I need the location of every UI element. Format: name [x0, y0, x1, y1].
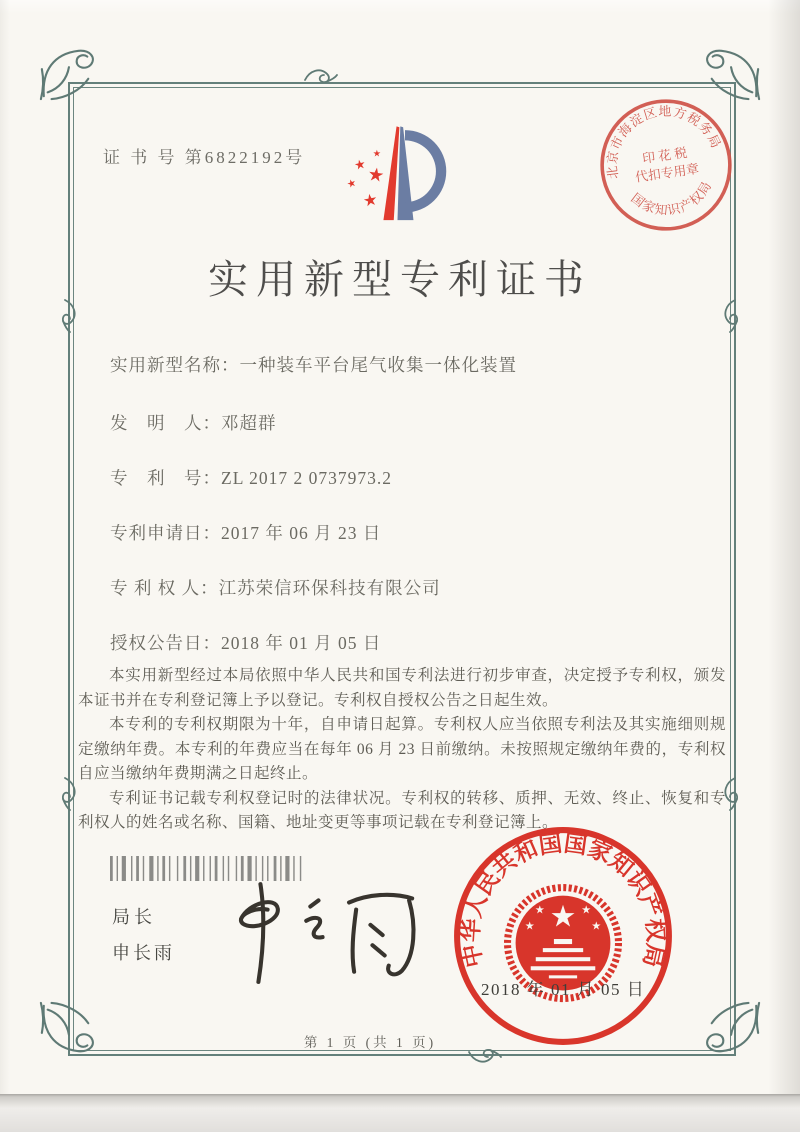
field-value: 一种装车平台尾气收集一体化装置 — [239, 355, 517, 375]
border-swirl-icon — [59, 777, 79, 811]
cnipa-logo-icon — [330, 112, 480, 240]
legal-paragraph: 专利证书记载专利权登记时的法律状况。专利权的转移、质押、无效、终止、恢复和专利权人的姓名或名称、国籍、地址变更等事项记载在专利登记簿上。 — [78, 789, 726, 831]
director-name: 申长雨 — [112, 943, 175, 963]
field-value: ZL 2017 2 0737973.2 — [221, 468, 392, 488]
field-inventor — [110, 410, 277, 435]
field-patentee — [110, 575, 441, 600]
field-label: 专 利 号： — [110, 468, 221, 488]
field-value: 邓超群 — [221, 413, 277, 433]
corner-flourish-icon — [38, 44, 96, 102]
certificate-number: 证 书 号 第6822192号 — [103, 148, 306, 167]
director-signature-autograph — [212, 876, 427, 988]
field-value: 2017 年 06 月 23 日 — [221, 523, 382, 543]
field-label: 专利申请日： — [110, 523, 221, 543]
field-utility-model-name — [110, 352, 517, 377]
field-filing-date — [110, 520, 381, 545]
field-label: 实用新型名称： — [110, 355, 240, 375]
certificate-title: 实用新型专利证书 — [208, 257, 592, 302]
field-label: 专 利 权 人： — [110, 578, 219, 598]
scan-page-edge — [0, 1094, 800, 1132]
field-label: 授权公告日： — [110, 633, 221, 653]
seal-ring-text: 中华人民共和国国家知识产权局 — [457, 830, 669, 970]
field-label: 发 明 人： — [110, 413, 221, 433]
legal-paragraph: 本实用新型经过本局依照中华人民共和国专利法进行初步审查，决定授予专利权，颁发本证书并在专利登记簿上予以登记。专利权自授权公告之日起生效。 — [78, 667, 726, 709]
field-value: 江苏荣信环保科技有限公司 — [218, 578, 441, 598]
seal-date: 2018 年 01 月 05 日 — [481, 980, 646, 999]
page-number: 第 1 页 (共 1 页) — [303, 1035, 437, 1050]
cnipa-official-seal — [447, 820, 679, 1052]
director-title: 局长 — [112, 907, 156, 927]
legal-paragraph: 本专利的专利权期限为十年，自申请日起算。专利权人应当依照专利法及其实施细则规定缴纳年费。本专利的年费应当在每年 06 月 23 日前缴纳。未按照规定缴纳年费的，专利权自应当缴纳年费期满之日起终止。 — [78, 716, 726, 782]
legal-text-block — [78, 664, 726, 836]
field-value: 2018 年 01 月 05 日 — [221, 633, 382, 653]
tax-stamp-center-line1: 印 花 税 — [641, 145, 688, 167]
tax-stamp-arc-top: 北京市海淀区地方税务局 — [605, 104, 724, 180]
tax-stamp-center-line2: 代扣专用章 — [634, 161, 700, 185]
tax-stamp-arc-bottom: 国家知识产权局 — [628, 178, 715, 218]
field-grant-date — [110, 630, 381, 655]
border-swirl-icon — [304, 66, 338, 86]
tax-stamp-seal — [588, 87, 744, 243]
field-patent-number — [110, 465, 392, 490]
